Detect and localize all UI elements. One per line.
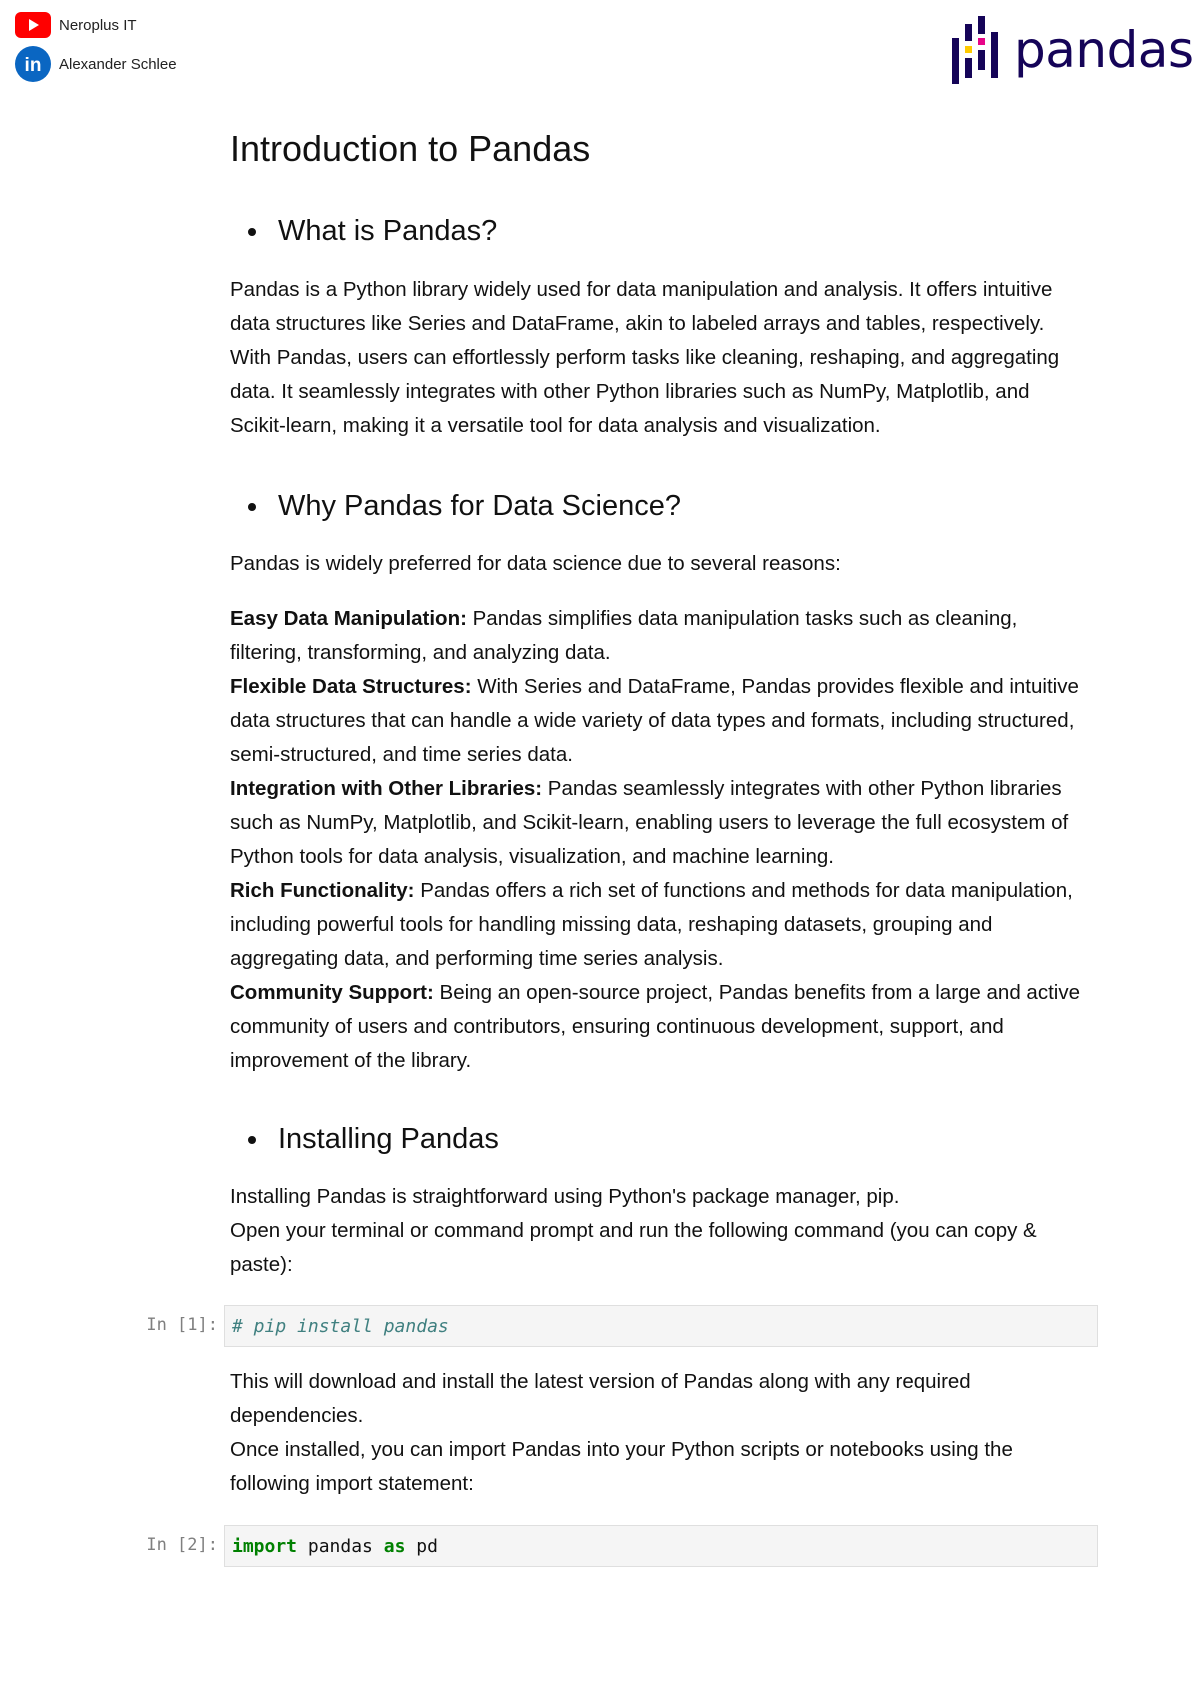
code-keyword-as: as <box>383 1536 406 1557</box>
code-cell-1 <box>124 1305 1100 1349</box>
pandas-logo-icon <box>952 14 1000 86</box>
reason-text: With Series and DataFrame, Pandas provides flexible and intuitive data structures that can handle a wide variety of data types and formats, including structured, semi-structured, and time series data. <box>230 675 1079 766</box>
youtube-channel-label: Neroplus IT <box>59 16 137 34</box>
code-module: pandas <box>297 1536 384 1557</box>
after-install-paragraph <box>230 1365 1080 1501</box>
pandas-logo-text: pandas <box>1014 21 1194 79</box>
linkedin-profile-label: Alexander Schlee <box>59 55 177 73</box>
linkedin-link[interactable] <box>15 46 177 82</box>
linkedin-icon <box>15 46 51 82</box>
code-keyword-import: import <box>232 1536 298 1557</box>
youtube-icon <box>15 12 51 38</box>
section-heading-text: What is Pandas? <box>278 215 498 247</box>
section-heading-what-is-pandas <box>248 215 497 248</box>
reason-term: Community Support: <box>230 981 434 1004</box>
cell-prompt: In [2]: <box>146 1535 218 1555</box>
code-input[interactable] <box>224 1305 1098 1347</box>
reason-term: Integration with Other Libraries: <box>230 777 543 800</box>
what-is-pandas-paragraph: Pandas is a Python library widely used for data manipulation and analysis. It offers intuitive data structures like Series and DataFrame, akin to labeled arrays and tables, respectively. With Pandas, users can effortlessly perform tasks like cleaning, reshaping, and aggregating data. It seamlessly integrates with other Python libraries such as NumPy, Matplotlib, and Scikit-learn, making it a versatile tool for data analysis and visualization. <box>230 278 1060 437</box>
reason-term: Flexible Data Structures: <box>230 675 472 698</box>
reason-term: Easy Data Manipulation: <box>230 607 467 630</box>
reason-item <box>230 772 1080 874</box>
installing-line-2: Open your terminal or command prompt and run the following command (you can copy & paste): <box>230 1219 1037 1276</box>
installing-line-1: Installing Pandas is straightforward using Python's package manager, pip. <box>230 1185 900 1208</box>
code-input[interactable] <box>224 1525 1098 1567</box>
pandas-logo <box>952 14 1194 86</box>
bullet-icon <box>248 503 256 511</box>
installing-paragraph <box>230 1180 1080 1282</box>
reason-item <box>230 874 1080 976</box>
svg-text:in: in <box>24 55 42 76</box>
reason-term: Rich Functionality: <box>230 879 415 902</box>
section-heading-why-pandas <box>248 490 681 523</box>
reason-item <box>230 670 1080 772</box>
code-cell-2 <box>124 1525 1100 1569</box>
bullet-icon <box>248 1136 256 1144</box>
cell-prompt: In [1]: <box>146 1315 218 1335</box>
code-alias: pd <box>405 1536 438 1557</box>
code-comment: # pip install pandas <box>232 1316 449 1337</box>
bullet-icon <box>248 228 256 236</box>
after-install-line-1: This will download and install the latest version of Pandas along with any required dependencies. <box>230 1370 971 1427</box>
section-heading-text: Installing Pandas <box>278 1123 499 1155</box>
reason-text: Pandas offers a rich set of functions and methods for data manipulation, including powerful tools for handling missing data, reshaping datasets, grouping and aggregating data, and performing time series analysis. <box>230 879 1073 970</box>
section-heading-installing-pandas <box>248 1123 499 1156</box>
section-heading-text: Why Pandas for Data Science? <box>278 490 681 522</box>
why-pandas-intro: Pandas is widely preferred for data science due to several reasons: <box>230 552 841 575</box>
reason-text: Pandas simplifies data manipulation tasks such as cleaning, filtering, transforming, and analyzing data. <box>230 607 1018 664</box>
page-title: Introduction to Pandas <box>230 128 591 169</box>
youtube-link[interactable] <box>15 12 137 38</box>
reason-item <box>230 976 1080 1078</box>
reason-item <box>230 602 1080 670</box>
reason-text: Being an open-source project, Pandas benefits from a large and active community of users and contributors, ensuring continuous development, support, and improvement of the library. <box>230 981 1080 1072</box>
reason-text: Pandas seamlessly integrates with other Python libraries such as NumPy, Matplotlib, and Scikit-learn, enabling users to leverage the full ecosystem of Python tools for data analysis, visualization, and machine learning. <box>230 777 1069 868</box>
after-install-line-2: Once installed, you can import Pandas into your Python scripts or notebooks using the following import statement: <box>230 1438 1013 1495</box>
reasons-list <box>230 602 1080 1078</box>
